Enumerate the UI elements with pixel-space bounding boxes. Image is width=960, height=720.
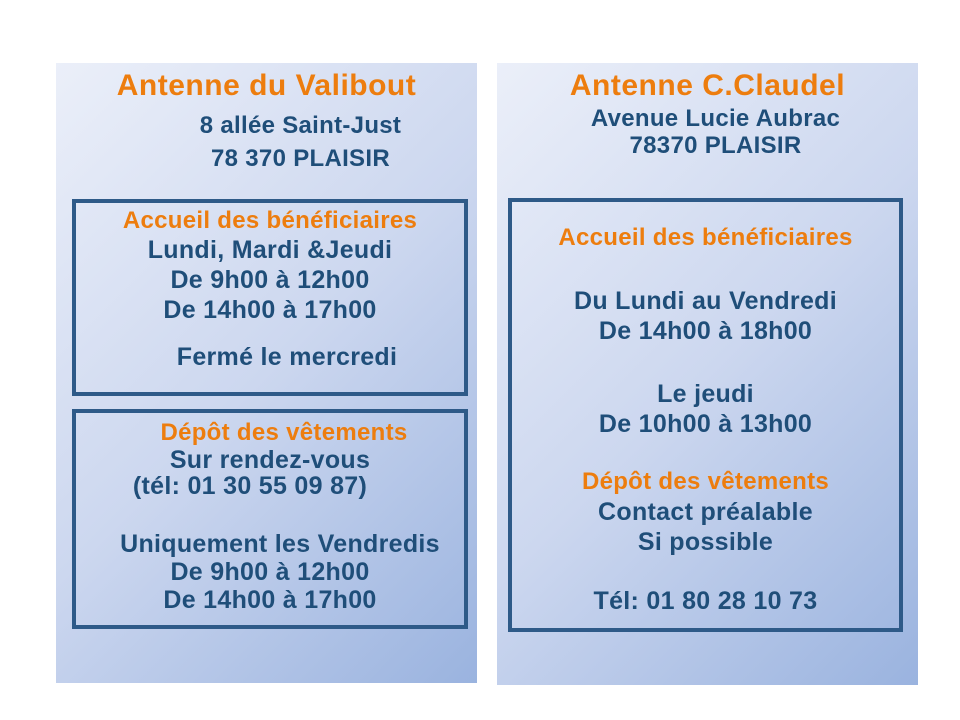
- valibout-accueil-box: [72, 199, 468, 396]
- claudel-address: [505, 105, 926, 159]
- valibout-address-street: 8 allée Saint-Just: [199, 112, 402, 139]
- valibout-accueil-hours-morning: De 9h00 à 12h00: [170, 266, 370, 294]
- claudel-contact-line1: Contact préalable: [598, 498, 813, 526]
- valibout-accueil-hours-afternoon: De 14h00 à 17h00: [163, 296, 377, 324]
- valibout-accueil-days: Lundi, Mardi &Jeudi: [147, 236, 393, 264]
- claudel-depot-heading: Dépôt des vêtements: [581, 468, 830, 495]
- valibout-closed-note: Fermé le mercredi: [176, 343, 398, 371]
- claudel-address-street: Avenue Lucie Aubrac: [590, 105, 841, 132]
- valibout-address: [90, 109, 511, 175]
- valibout-address-city: 78 370 PLAISIR: [211, 145, 390, 172]
- panel-antenne-claudel: [497, 63, 918, 685]
- claudel-weekdays: Du Lundi au Vendredi: [574, 287, 837, 315]
- claudel-address-city: 78370 PLAISIR: [629, 132, 802, 159]
- claudel-phone: Tél: 01 80 28 10 73: [593, 587, 818, 615]
- claudel-thursday: Le jeudi: [657, 380, 754, 408]
- panel-antenne-valibout: [56, 63, 477, 683]
- valibout-depot-appointment: Sur rendez-vous: [169, 446, 371, 474]
- claudel-weekday-hours: De 14h00 à 18h00: [598, 317, 813, 345]
- claudel-info-box: [508, 198, 903, 632]
- valibout-depot-heading: Dépôt des vêtements: [160, 419, 408, 446]
- valibout-title: Antenne du Valibout: [116, 69, 417, 102]
- claudel-thursday-hours: De 10h00 à 13h00: [598, 410, 813, 438]
- valibout-depot-hours-morning: De 9h00 à 12h00: [170, 558, 370, 586]
- valibout-depot-phone: (tél: 01 30 55 09 87): [132, 472, 368, 500]
- valibout-accueil-heading: Accueil des bénéficiaires: [122, 207, 418, 234]
- valibout-depot-hours-afternoon: De 14h00 à 17h00: [163, 586, 377, 614]
- claudel-accueil-heading: Accueil des bénéficiaires: [558, 224, 853, 251]
- valibout-depot-box: [72, 409, 468, 629]
- claudel-contact-line2: Si possible: [637, 528, 774, 556]
- valibout-depot-days: Uniquement les Vendredis: [120, 530, 440, 558]
- claudel-title: Antenne C.Claudel: [569, 69, 846, 102]
